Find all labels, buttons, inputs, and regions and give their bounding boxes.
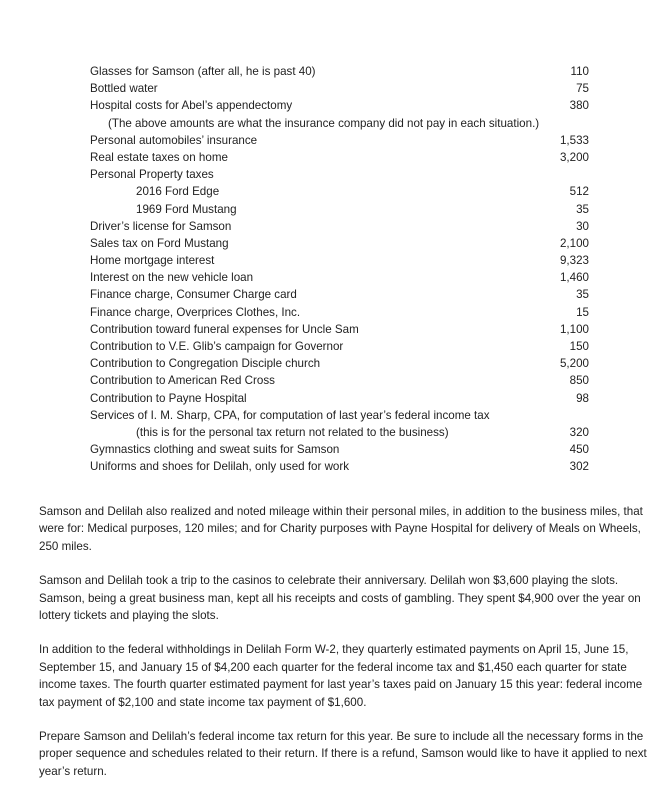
expense-label: Bottled water: [90, 82, 158, 96]
expense-label: Contribution to American Red Cross: [90, 374, 275, 388]
expense-amount: 850: [569, 374, 589, 388]
expense-amount: 450: [569, 443, 589, 457]
expense-amount: 1,100: [559, 322, 589, 336]
expense-amount: 150: [569, 340, 589, 353]
paragraph-gambling: Samson and Delilah took a trip to the casinos to celebrate their anniversary. Delilah won $3,600 playing the slots. Samson, being a great business man, kept all his receipts and costs of gambling. They spent $4,900 over the year on lottery tickets and playing the slots.: [39, 574, 641, 623]
expense-row: [90, 132, 610, 149]
expense-label: Finance charge, Consumer Charge card: [90, 288, 297, 302]
expense-label: Home mortgage interest: [90, 254, 215, 268]
expense-amount: 98: [576, 391, 589, 405]
expense-row: [90, 441, 610, 458]
expense-row: [90, 183, 610, 200]
expense-label: Personal automobiles’ insurance: [90, 133, 258, 147]
expense-row: [90, 424, 610, 441]
expense-label: Contribution to Congregation Disciple church: [90, 357, 321, 371]
expense-row: [90, 269, 610, 286]
expense-label: Driver’s license for Samson: [90, 219, 232, 233]
expense-row: [90, 115, 610, 132]
paragraph-estimated-payments: In addition to the federal withholdings in Delilah Form W-2, they quarterly estimated payments on April 15, June 15, September 15, and January 15 of $4,200 each quarter for the federal income tax and $1,450 each quarter for state income taxes. The fourth quarter estimated payment for last year’s taxes paid on January 15 this year: federal income tax payment of $2,100 and state income tax payment of $1,600.: [39, 643, 643, 709]
expense-amount: 2,100: [559, 236, 589, 250]
expense-row: [90, 97, 610, 114]
expense-row: [90, 252, 610, 269]
expense-label: Real estate taxes on home: [90, 150, 228, 164]
expense-amount: 35: [576, 202, 589, 216]
expense-row: [90, 304, 610, 321]
expense-amount: 512: [569, 185, 589, 199]
expense-row: [90, 355, 610, 372]
expense-amount: 110: [570, 65, 589, 78]
expense-row: [90, 338, 610, 355]
expense-amount: 1,460: [559, 271, 589, 285]
expense-label: Contribution to V.E. Glib’s campaign for Governor: [90, 340, 344, 353]
paragraph-instructions: Prepare Samson and Delilah’s federal income tax return for this year. Be sure to include all the necessary forms in the proper sequence and schedules related to their return. If there is a refund, Samson would like to have it applied to next year’s return.: [39, 730, 647, 778]
expense-label: Personal Property taxes: [90, 168, 214, 182]
expense-label: Hospital costs for Abel’s appendectomy: [90, 99, 293, 113]
narrative-paragraphs: [39, 503, 654, 797]
expense-amount: 302: [569, 460, 589, 474]
expense-row: [90, 372, 610, 389]
expense-amount: 380: [569, 99, 589, 113]
expense-label: Sales tax on Ford Mustang: [90, 236, 229, 250]
expense-row: [90, 218, 610, 235]
expense-label: Gymnastics clothing and sweat suits for Samson: [90, 443, 340, 457]
expense-label: Contribution toward funeral expenses for Uncle Sam: [90, 322, 359, 336]
expense-row: [90, 286, 610, 303]
expense-amount: 320: [569, 425, 589, 439]
expense-row: [90, 321, 610, 338]
expense-row: [90, 166, 610, 183]
expense-amount: 30: [576, 219, 589, 233]
expense-row: [90, 407, 610, 424]
expense-row: [90, 201, 610, 218]
expense-row: [90, 390, 610, 407]
expense-label: Contribution to Payne Hospital: [90, 391, 247, 405]
expense-amount: 3,200: [559, 150, 589, 164]
expense-row: [90, 149, 610, 166]
paragraph-mileage: Samson and Delilah also realized and noted mileage within their personal miles, in addition to the business miles, that were for: Medical purposes, 120 miles; and for Charity purposes with Payne Hospital for delivery of Meals on Wheels, 250 miles.: [39, 505, 643, 553]
expense-label: 2016 Ford Edge: [136, 185, 220, 199]
expense-label: Uniforms and shoes for Delilah, only used for work: [90, 460, 350, 474]
expense-amount: 35: [576, 288, 589, 302]
expense-list: [90, 63, 610, 476]
expense-row: [90, 458, 610, 475]
expense-label: (The above amounts are what the insurance company did not pay in each situation.): [108, 116, 540, 130]
expense-label: Interest on the new vehicle loan: [90, 271, 254, 285]
expense-label: Services of I. M. Sharp, CPA, for computation of last year’s federal income tax: [90, 408, 490, 422]
expense-amount: 9,323: [559, 254, 589, 268]
expense-label: Glasses for Samson (after all, he is past 40): [90, 65, 316, 78]
expense-amount: 5,200: [559, 357, 589, 371]
expense-amount: 75: [576, 82, 589, 96]
expense-amount: 15: [576, 305, 589, 319]
expense-row: [90, 80, 610, 97]
expense-amount: 1,533: [559, 133, 589, 147]
expense-label: (this is for the personal tax return not related to the business): [136, 425, 449, 439]
expense-row: [90, 235, 610, 252]
expense-row: [90, 63, 610, 80]
expense-label: 1969 Ford Mustang: [136, 202, 237, 216]
expense-label: Finance charge, Overprices Clothes, Inc.: [90, 305, 301, 319]
